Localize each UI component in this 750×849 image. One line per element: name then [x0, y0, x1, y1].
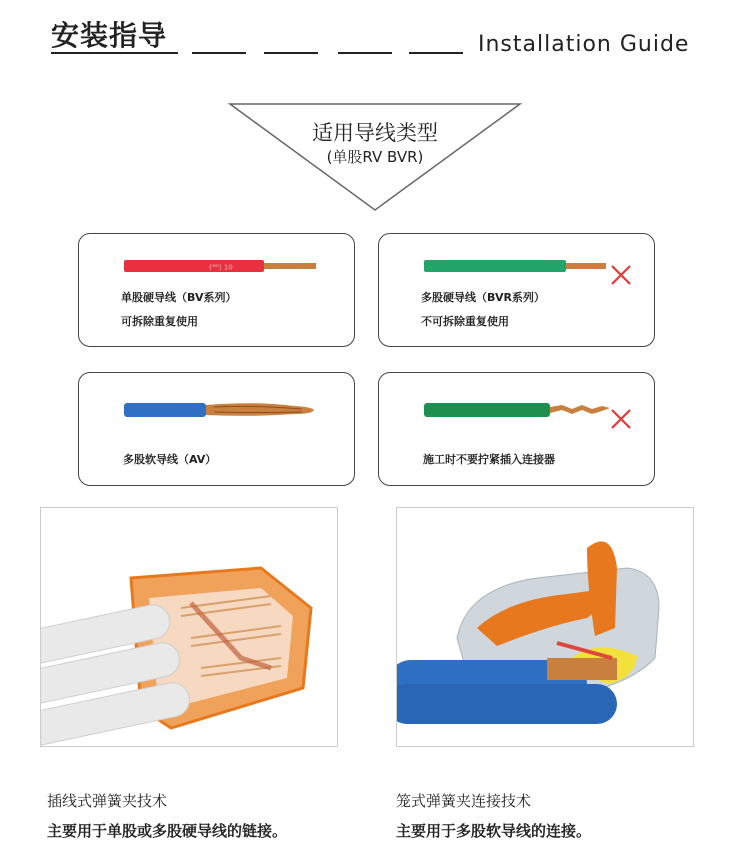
- card-note: 可拆除重复使用: [121, 315, 198, 328]
- header-dash: [409, 52, 463, 54]
- cage-clamp-drawing: [397, 508, 694, 747]
- stranded-blue-wire: [124, 395, 324, 425]
- card-note: 不可拆除重复使用: [421, 315, 509, 328]
- solid-green-wire: [424, 256, 624, 276]
- cross-icon: [609, 407, 633, 431]
- wire-card-av: [78, 372, 355, 486]
- header-dash: [192, 52, 246, 54]
- wire-card-bvr: [378, 233, 655, 347]
- wire-type-title: 适用导线类型: [312, 121, 438, 145]
- wire-print: (ᵂᴱ) 10: [209, 263, 233, 272]
- header-dash: [264, 52, 318, 54]
- card-label: 单股硬导线（BV系列）: [121, 291, 237, 304]
- card-label: 施工时不要拧紧插入连接器: [423, 453, 555, 466]
- figure-description: 主要用于单股或多股硬导线的链接。: [47, 822, 288, 840]
- figure-caption: 笼式弹簧夹连接技术: [396, 792, 532, 810]
- wire-card-bv: [78, 233, 355, 347]
- page-subtitle-en: Installation Guide: [478, 32, 690, 57]
- figure-caption: 插线式弹簧夹技术: [47, 792, 168, 810]
- push-in-connector-drawing: [41, 508, 338, 747]
- card-label: 多股软导线（AV）: [123, 453, 217, 466]
- twisted-green-wire: [424, 395, 624, 425]
- cross-icon: [609, 263, 633, 287]
- card-label: 多股硬导线（BVR系列）: [421, 291, 545, 304]
- cage-clamp-connector-illustration: [396, 507, 694, 747]
- title-underline: [51, 52, 178, 54]
- wire-card-warning: [378, 372, 655, 486]
- solid-red-wire: [124, 256, 324, 276]
- page-title: 安装指导: [51, 19, 168, 52]
- push-in-connector-illustration: [40, 507, 338, 747]
- header-dash: [338, 52, 392, 54]
- figure-description: 主要用于多股软导线的连接。: [396, 822, 592, 840]
- wire-type-subtitle: (单股RV BVR): [326, 148, 424, 166]
